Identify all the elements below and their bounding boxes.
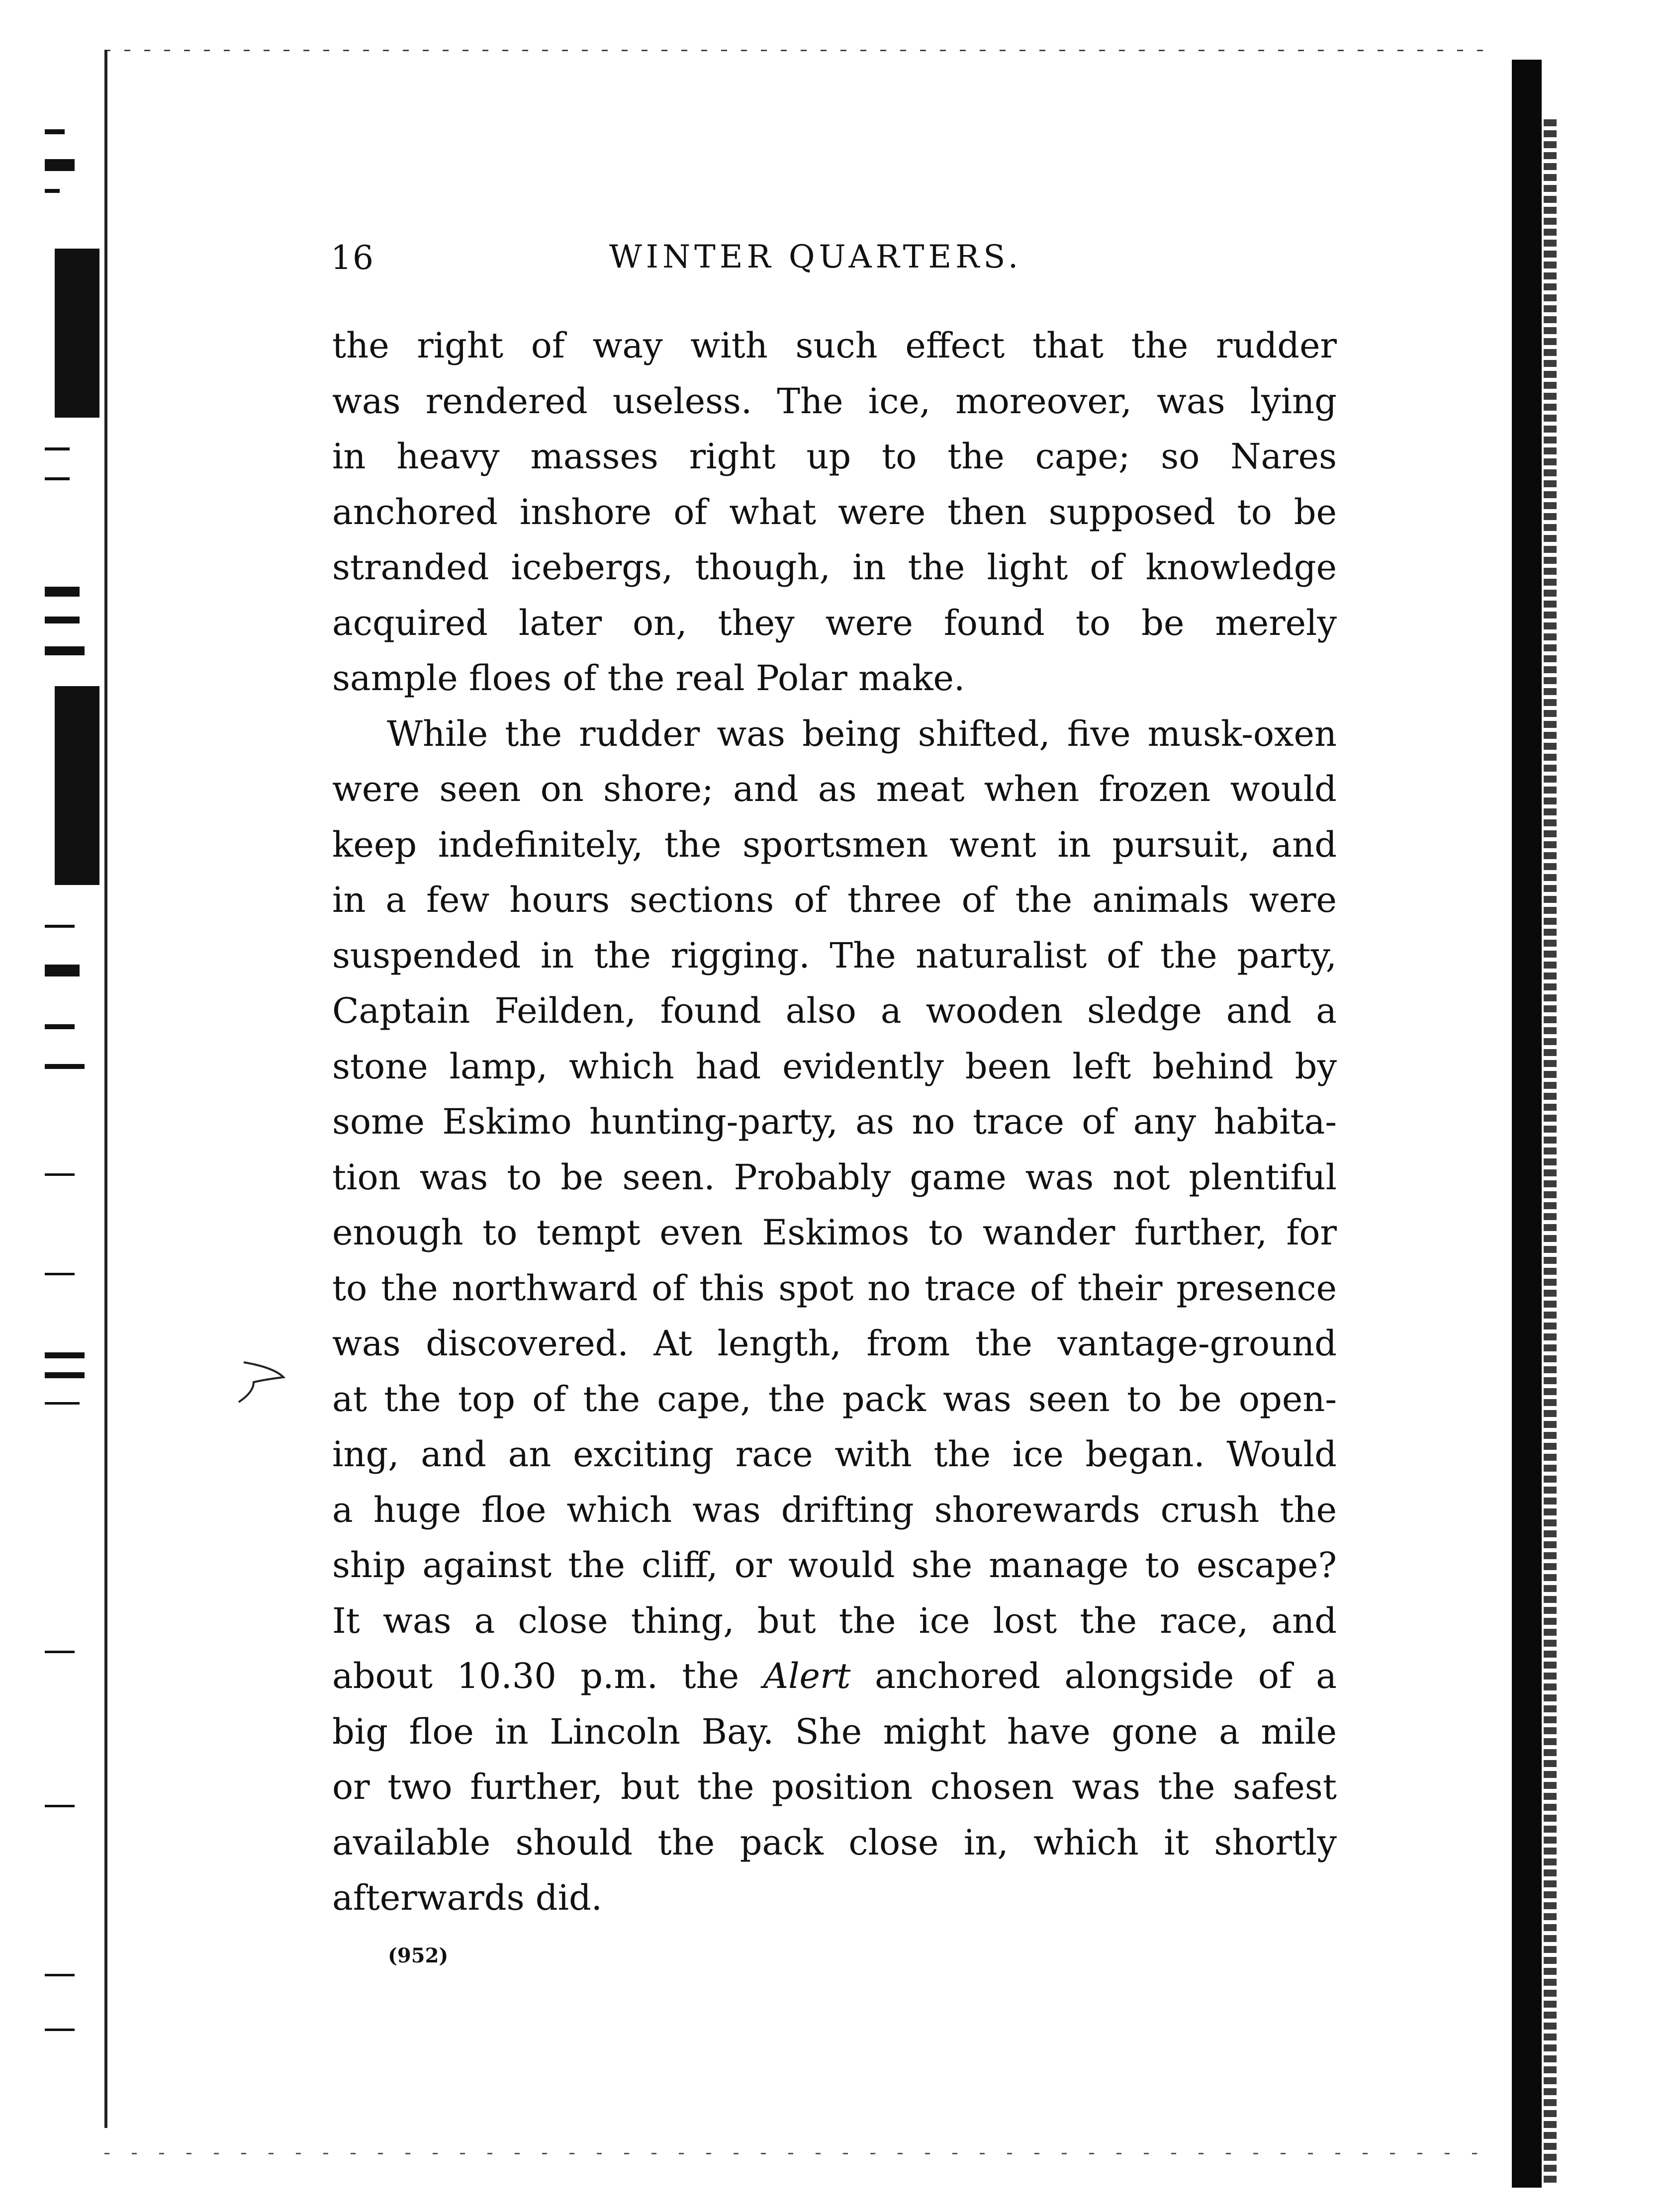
pencil-mark — [234, 1352, 293, 1412]
text-line: a huge floe which was drifting shorewards crush the — [332, 1489, 1337, 1530]
page-number: 16 — [331, 239, 374, 277]
text-line: were seen on shore; and as meat when frozen would — [332, 769, 1337, 809]
text-line: ing, and an exciting race with the ice began. Would — [332, 1434, 1337, 1475]
text-line: anchored inshore of what were then supposed to be — [332, 491, 1337, 532]
text-line: in heavy masses right up to the cape; so Nares — [332, 436, 1337, 477]
text-line: in a few hours sections of three of the animals were — [332, 880, 1337, 920]
text-line: While the rudder was being shifted, five musk-oxen — [387, 713, 1337, 754]
signature-mark: (952) — [388, 1944, 449, 1967]
text-line: or two further, but the position chosen was the safest — [332, 1767, 1337, 1807]
text-line: stone lamp, which had evidently been left behind by — [332, 1046, 1337, 1087]
text-line: tion was to be seen. Probably game was not plentiful — [332, 1156, 1337, 1198]
text-line: some Eskimo hunting-party, as no trace of any habita- — [332, 1101, 1337, 1142]
text-line: at the top of the cape, the pack was seen to be open- — [332, 1378, 1337, 1419]
text-line: sample floes of the real Polar make. — [332, 658, 965, 699]
text-line: keep indefinitely, the sportsmen went in pursuit, and — [332, 824, 1337, 865]
page-header — [331, 239, 1335, 288]
text-line: the right of way with such effect that the rudder — [332, 325, 1337, 366]
text-line: Captain Feilden, found also a wooden sledge and a — [332, 990, 1337, 1031]
text-fragment: about 10.30 p.m. the — [332, 1656, 740, 1696]
text-line: stranded icebergs, though, in the light of knowledge — [332, 547, 1337, 588]
text-line: big floe in Lincoln Bay. She might have gone a mile — [332, 1711, 1337, 1752]
scan-right-bar — [1512, 60, 1542, 2188]
scan-right-bar-fringe — [1544, 119, 1557, 2183]
body-text — [332, 318, 1337, 1926]
text-line: ship against the cliff, or would she manage to escape? — [332, 1545, 1337, 1586]
text-line: It was a close thing, but the ice lost the race, and — [332, 1600, 1337, 1641]
scan-top-edge — [104, 50, 1497, 51]
text-line: acquired later on, they were found to be merely — [332, 602, 1337, 643]
text-line-with-italic — [332, 1649, 1337, 1704]
text-fragment: anchored alongside of a — [875, 1656, 1337, 1696]
scan-left-marks — [45, 89, 99, 2029]
text-line: was rendered useless. The ice, moreover, was lying — [332, 380, 1337, 422]
text-line: was discovered. At length, from the vantage-ground — [332, 1323, 1337, 1364]
text-line: to the northward of this spot no trace of their presence — [332, 1267, 1337, 1309]
scan-left-edge — [104, 50, 107, 2128]
running-title: WINTER QUARTERS. — [609, 239, 1022, 275]
text-line: enough to tempt even Eskimos to wander further, for — [332, 1212, 1337, 1253]
ship-name-italic: Alert — [763, 1656, 851, 1696]
text-line: suspended in the rigging. The naturalist of the party, — [332, 935, 1337, 976]
text-line: afterwards did. — [332, 1877, 603, 1918]
scan-bottom-edge — [104, 2153, 1497, 2154]
text-line: available should the pack close in, which it shortly — [332, 1822, 1337, 1863]
